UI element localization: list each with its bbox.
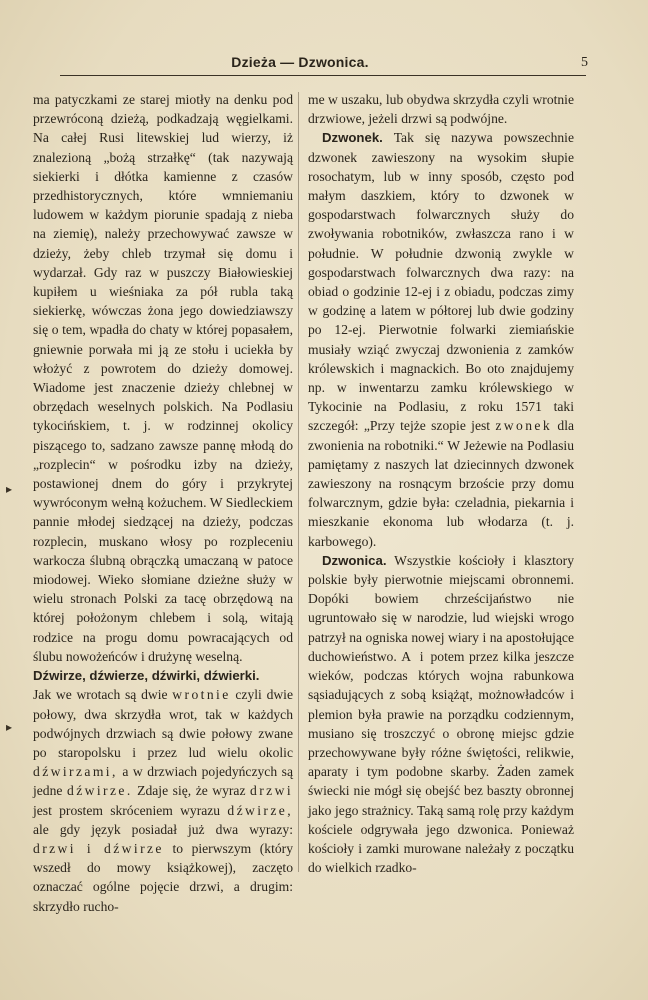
page-header bbox=[20, 52, 588, 76]
entry-text: Zdaje się, że wyraz bbox=[137, 783, 246, 799]
entry-text: Jak we wrotach są dwie bbox=[33, 687, 168, 703]
entry-dzwirze bbox=[33, 666, 293, 916]
margin-mark: ▸ bbox=[6, 720, 13, 734]
right-column bbox=[308, 90, 574, 877]
entry-text: czyli dwie połowy, dwa skrzydła wrot, tak w każdych podwójnych drzwiach są dwie połowy zwane po staropolsku i przez lud wielu okolic bbox=[33, 687, 293, 760]
entry-heading-dzwonek: Dzwonek. bbox=[322, 130, 383, 146]
entry-text: Tak się nazywa powszechnie dzwonek zawieszony na wysokim słupie rosochatym, lub w inny sposób, często pod małym daszkiem, który to dzwonek w gospodarstwach folwarcznych służy do zwoływania robotników, zwłaszcza rano i w południe. W południe dzwonią zwykle w gospodarstwach folwarcznych dwa razy: na obiad o godzinie 12-ej i z obiadu, podczas zimy w godzinę a latem w półtorej lub dwie godziny po 12-ej. Pierwotnie folwarki ziemiańskie musiały wziąć zwyczaj dzwonienia z zamków królewskich i magnackich. Bo oto znajdujemy np. w inwentarzu zamku królewskiego w Tykocinie na Podlasiu, z roku 1571 taki szczegół: „Przy tejże szopie jest bbox=[308, 130, 574, 434]
entry-dzwonek bbox=[308, 128, 574, 550]
spaced-term: dźwirze. bbox=[67, 783, 133, 799]
paragraph-dzwirze-continued: me w uszaku, lub obydwa skrzydła czyli wrotnie drzwiowe, jeżeli drzwi są podwójne. bbox=[308, 92, 574, 127]
entry-dzwonica bbox=[308, 551, 574, 877]
paragraph-dzieza-continued: ma patyczkami ze starej miotły na denku pod przewróconą dzieżą, podkadzają węgielkami. Na całej Rusi litewskiej lud wierzy, iż znalezioną „bożą strzałkę“ (tak nazywają siekierki i dłótka kamienne z czasów przedhistorycznych, które wmniemaniu ludowem w każdym piorunie spadają z nieba na ziemię), należy przechowywać zawsze w dzieży, żeby chleb trzymał się domu i wydarzał. Gdy raz w puszczy Białowieskiej kupiłem u wieśniaka za pół rubla taką siekierkę, wówczas żona jego dowiedziawszy się o tem, wpadła do chaty w której popasałem, gniewnie porwała mi ją ze stołu i uciekła by włożyć z powrotem do dzieży domowej. Wiadome jest znaczenie dzieży chlebnej w obrzędach weselnych polskich. Na Podlasiu tykocińskiem, t. j. w rodzinnej okolicy piszącego to, sadzano zawsze pannę młodą do „rozplecin“ w pośrodku izby na dzieży, postawionej dnem do góry i przykrytej wywróconym wełną kożuchem. W Siedleckiem pannie młodej siedzącej na dzieży, podczas rozplecin, muskano włosy po rozpleceniu warkocza ślubną obrączką umaczaną w patoce miodowej. Wieko słomiane dzieżne służy w wielu stronach Polski za tacę obrzędową na której położonym chlebem i solą, witają rodzice na progu domu powracających od ślubu nowożeńców i drużynę weselną. bbox=[33, 92, 293, 664]
entry-heading-dzwirze: Dźwirze, dźwierze, dźwirki, dźwierki. bbox=[33, 668, 260, 684]
spaced-term: dźwirze, bbox=[227, 802, 293, 818]
entry-text: to pierwszym (który wszedł do mowy książkowej), zaczęto oznaczać ogólne pojęcie drzwi, a drugim: skrzydło rucho- bbox=[33, 840, 293, 914]
spaced-term: drzwi i dźwirze bbox=[33, 840, 164, 856]
header-rule bbox=[60, 75, 586, 76]
entry-text: ale gdy język posiadał już dwa wyrazy: bbox=[33, 821, 293, 837]
page-number: 5 bbox=[581, 55, 588, 70]
entry-text: potem przez kilka jeszcze wieków, podczas których wojna rabunkowa sąsiadujących z sobą książąt, możnowładców i plemion była prawie na porządku codziennym, musiano się troszczyć o obronę miejsc gdzie przechowywane były różne świętości, relikwie, aparaty i tym podobne skarby. Żaden zamek świecki nie mógł się obejść bez baszty obronnej jako jego strażnicy. Taką samą rolę przy każdym kościele odgrywała jego dzwonica. Ponieważ kościoły i zamki murowane należały z początku do wielkich rzadko- bbox=[308, 648, 574, 876]
entry-text: a w drzwiach pojedyńczych są jedne bbox=[33, 764, 293, 799]
spaced-term: A i bbox=[401, 648, 426, 664]
spaced-term: drzwi bbox=[250, 783, 293, 799]
entry-text: jest prostem skróceniem wyrazu bbox=[33, 802, 221, 818]
spaced-term: wrotnie bbox=[172, 687, 231, 703]
spaced-term: dźwirzami, bbox=[33, 764, 118, 780]
running-head: Dzieża — Dzwonica. bbox=[231, 54, 369, 70]
column-divider bbox=[298, 92, 299, 872]
margin-mark: ▸ bbox=[6, 482, 13, 496]
entry-heading-dzwonica: Dzwonica. bbox=[322, 552, 387, 568]
spaced-term: zwonek bbox=[495, 418, 553, 434]
entry-text: Wszystkie kościoły i klasztory polskie były pierwotnie miejscami obronnemi. Dopóki bowiem chrześcijaństwo nie ugruntowało się w narodzie, lud wiejski wrogo patrzył na ogniska nowej wiary i na apostołujące duchowieństwo. bbox=[308, 552, 574, 664]
entry-text: dla zwonienia na robotniki.“ W Jeżewie na Podlasiu pamiętamy z naszych lat dziecinnych dzwonek zawieszony na rosnącym brzoście przy domu folwarcznym, gdzie była: czeladnia, piekarnia i mieszkanie ekonoma lub włodarza (t. j. karbowego). bbox=[308, 418, 574, 549]
left-column bbox=[33, 90, 293, 916]
